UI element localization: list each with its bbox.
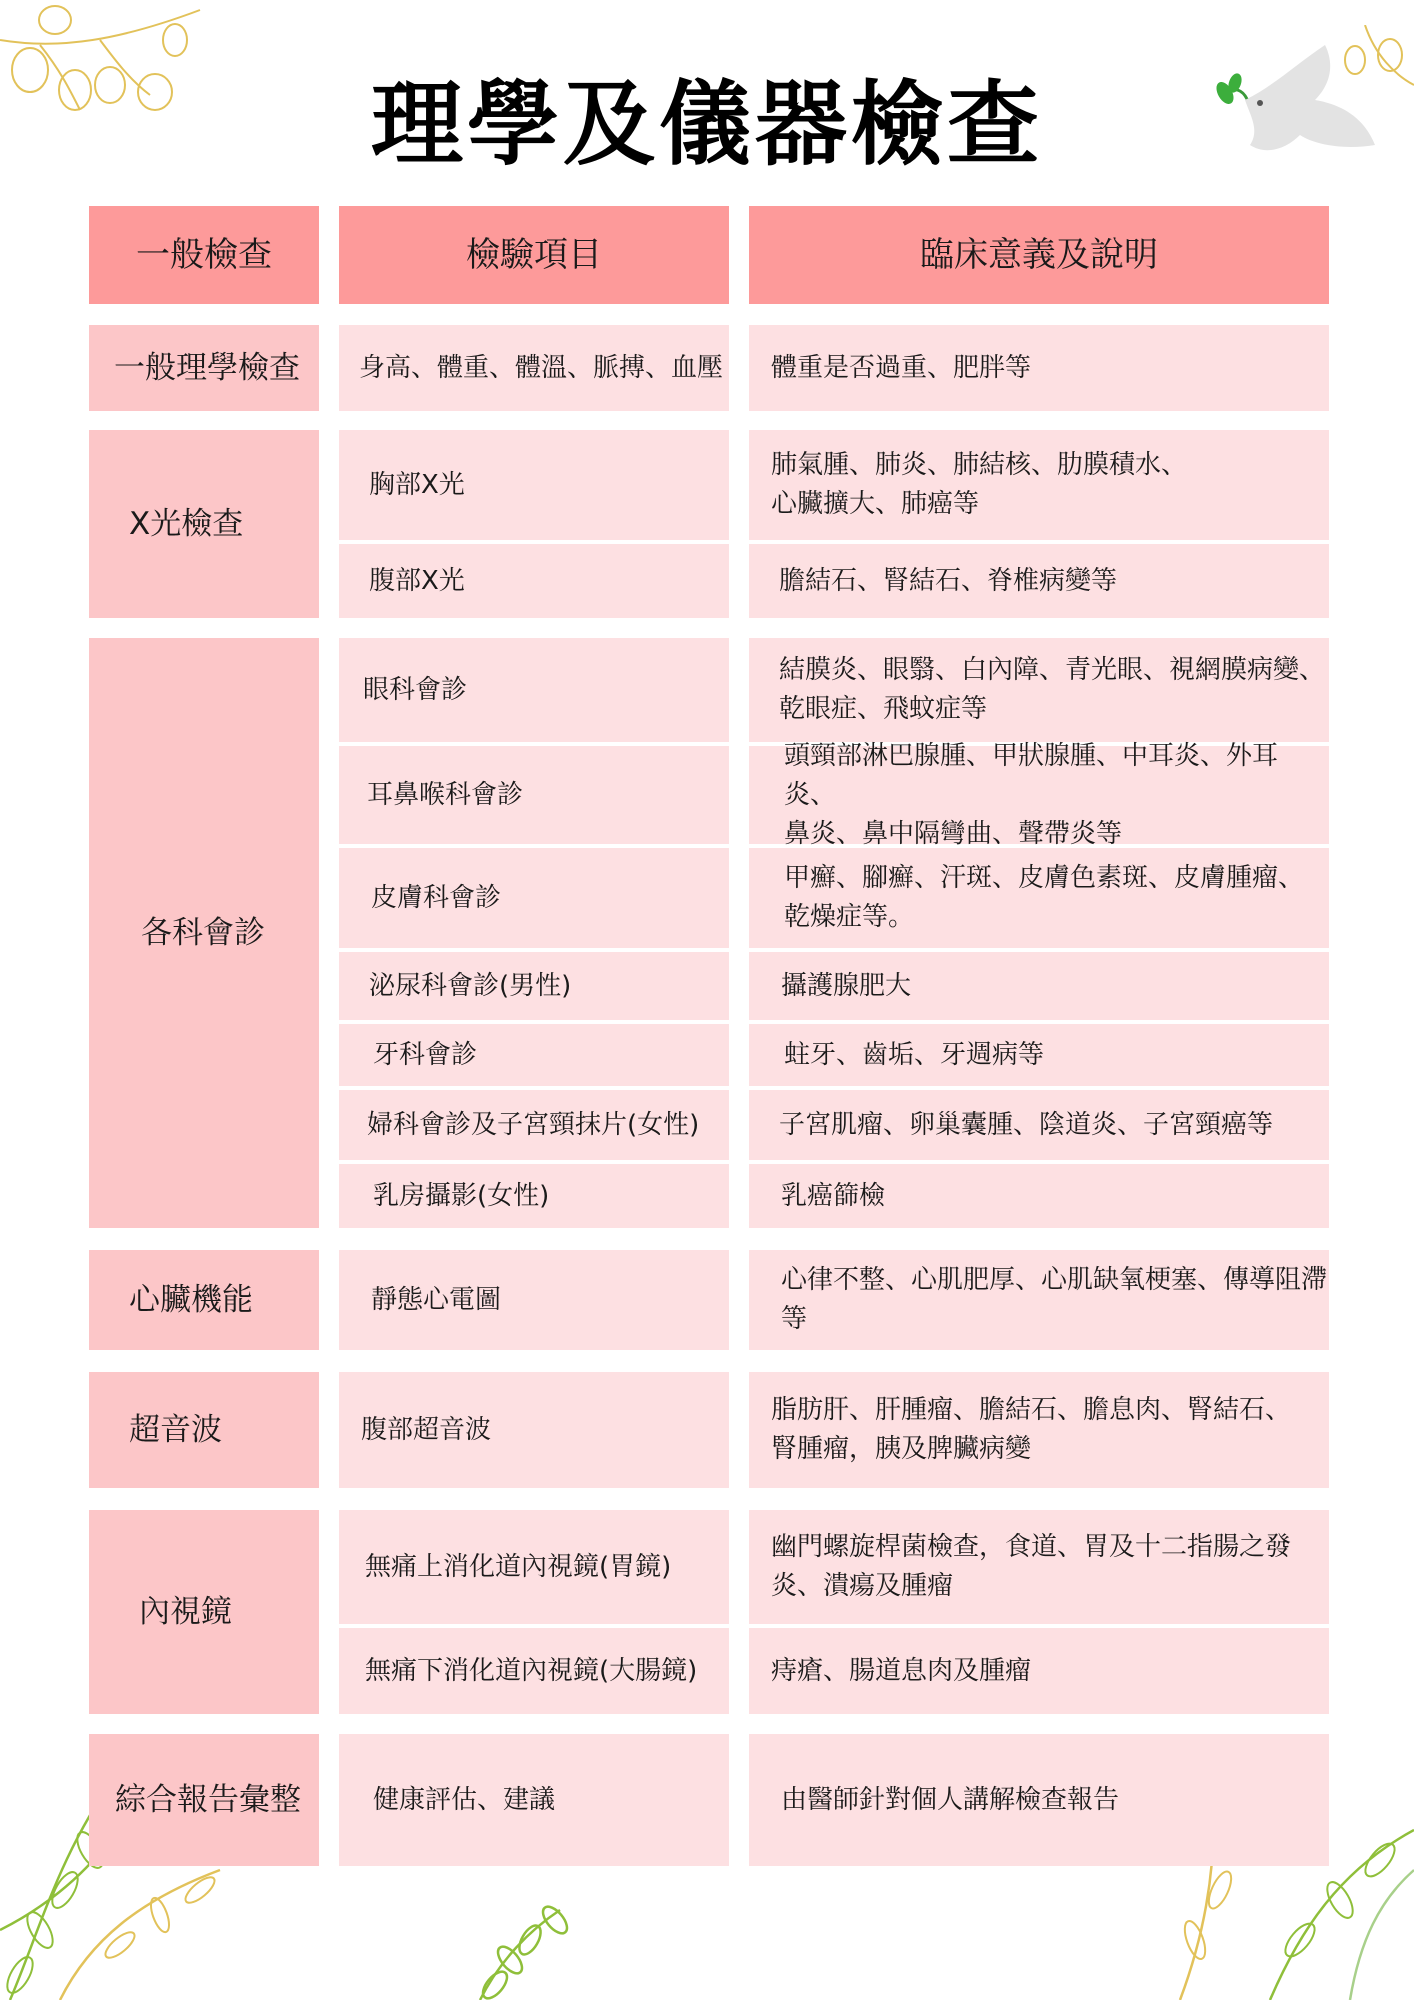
table-row-item: 無痛下消化道內視鏡(大腸鏡) [339, 1628, 729, 1714]
category-general-physical: 一般理學檢查 [89, 325, 319, 411]
category-ultrasound: 超音波 [89, 1372, 319, 1488]
category-cardiac-function: 心臟機能 [89, 1250, 319, 1350]
table-row-desc: 結膜炎、眼翳、白內障、青光眼、視網膜病變、 乾眼症、飛蚊症等 [749, 638, 1329, 742]
table-row-desc: 脂肪肝、肝腫瘤、膽結石、膽息肉、腎結石、 腎腫瘤，胰及脾臟病變 [749, 1372, 1329, 1488]
table-row-desc: 肺氣腫、肺炎、肺結核、肋膜積水、 心臟擴大、肺癌等 [749, 430, 1329, 540]
category-xray: X光檢查 [89, 430, 319, 618]
table-row-desc: 膽結石、腎結石、脊椎病變等 [749, 544, 1329, 618]
table-row-item: 靜態心電圖 [339, 1250, 729, 1350]
table-row-desc: 甲癬、腳癬、汗斑、皮膚色素斑、皮膚腫瘤、 乾燥症等。 [749, 848, 1329, 948]
table-row-desc: 痔瘡、腸道息肉及腫瘤 [749, 1628, 1329, 1714]
table-row-item: 腹部超音波 [339, 1372, 729, 1488]
header-general-check: 一般檢查 [89, 206, 319, 304]
table-row-item: 耳鼻喉科會診 [339, 746, 729, 844]
table-row-item: 胸部X光 [339, 430, 729, 540]
table-row-item: 腹部X光 [339, 544, 729, 618]
table-row-desc: 心律不整、心肌肥厚、心肌缺氧梗塞、傳導阻滯 等 [749, 1250, 1329, 1350]
table-row-desc: 幽門螺旋桿菌檢查，食道、胃及十二指腸之發 炎、潰瘍及腫瘤 [749, 1510, 1329, 1624]
header-test-item: 檢驗項目 [339, 206, 729, 304]
table-row-item: 眼科會診 [339, 638, 729, 742]
bottom-center-leaves-decoration [470, 1900, 610, 2000]
table-row-desc: 蛀牙、齒垢、牙週病等 [749, 1024, 1329, 1086]
category-endoscopy: 內視鏡 [89, 1510, 319, 1714]
category-specialist-consult: 各科會診 [89, 638, 319, 1228]
table-row-desc: 由醫師針對個人講解檢查報告 [749, 1734, 1329, 1866]
table-row-item: 泌尿科會診(男性) [339, 952, 729, 1020]
table-row-desc: 乳癌篩檢 [749, 1164, 1329, 1228]
page-title: 理學及儀器檢查 [370, 71, 1043, 178]
category-summary-report: 綜合報告彙整 [89, 1734, 319, 1866]
table-row-item: 皮膚科會診 [339, 848, 729, 948]
table-row-item: 牙科會診 [339, 1024, 729, 1086]
header-clinical-meaning: 臨床意義及說明 [749, 206, 1329, 304]
table-row-item: 乳房攝影(女性) [339, 1164, 729, 1228]
table-row-item: 身高、體重、體溫、脈搏、血壓 [339, 325, 729, 411]
table-row-desc: 子宮肌瘤、卵巢囊腫、陰道炎、子宮頸癌等 [749, 1090, 1329, 1160]
table-row-item: 婦科會診及子宮頸抹片(女性) [339, 1090, 729, 1160]
table-row-item: 無痛上消化道內視鏡(胃鏡) [339, 1510, 729, 1624]
table-row-desc: 體重是否過重、肥胖等 [749, 325, 1329, 411]
table-row-item: 健康評估、建議 [339, 1734, 729, 1866]
table-row-desc: 攝護腺肥大 [749, 952, 1329, 1020]
table-row-desc: 頭頸部淋巴腺腫、甲狀腺腫、中耳炎、外耳炎、 鼻炎、鼻中隔彎曲、聲帶炎等 [749, 746, 1329, 844]
